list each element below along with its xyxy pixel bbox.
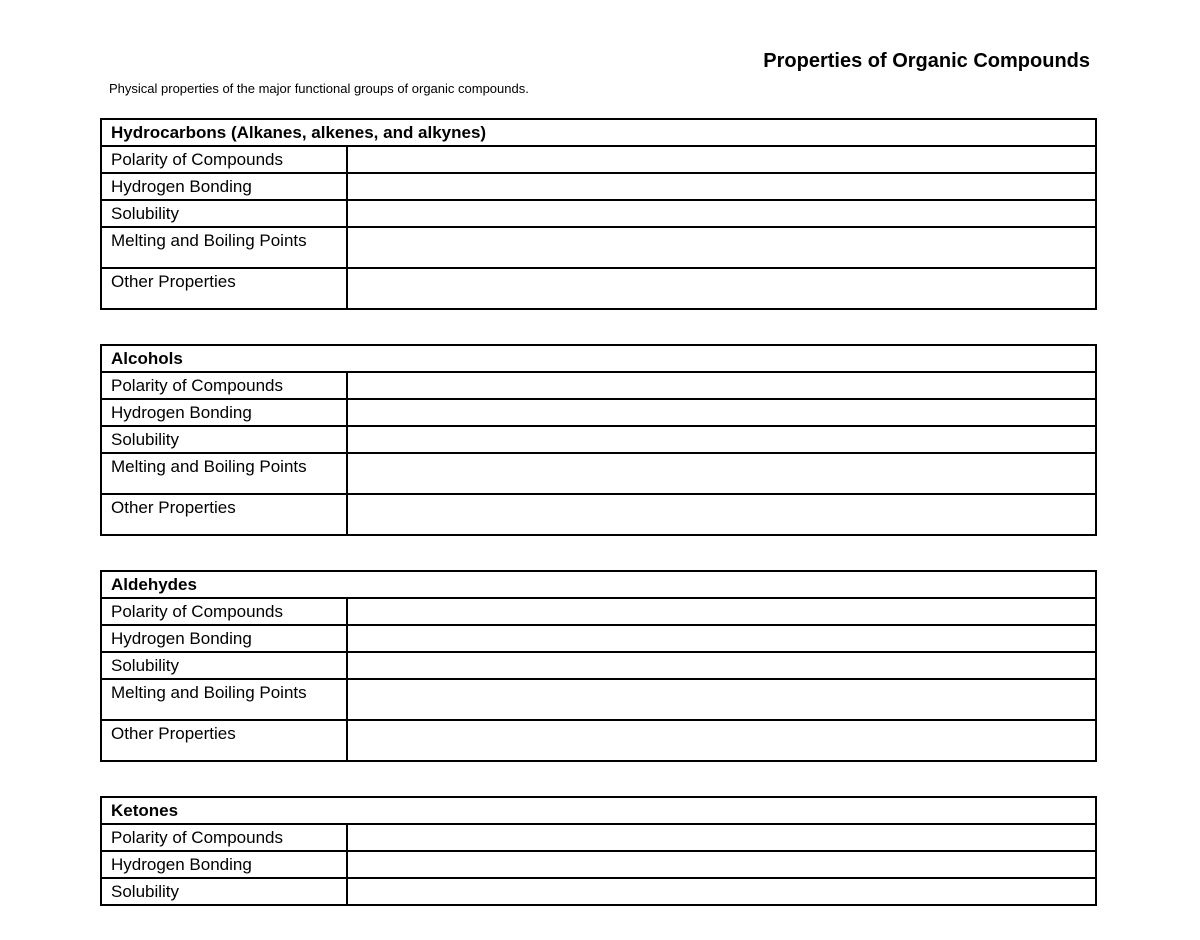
page-title: Properties of Organic Compounds xyxy=(763,50,1090,72)
answer-cell[interactable] xyxy=(347,878,1096,905)
table-hydrocarbons xyxy=(100,118,1097,310)
answer-cell[interactable] xyxy=(347,173,1096,200)
answer-cell[interactable] xyxy=(347,372,1096,399)
row-label: Hydrogen Bonding xyxy=(101,851,347,878)
answer-cell[interactable] xyxy=(347,652,1096,679)
row-label: Polarity of Compounds xyxy=(101,372,347,399)
row-label: Solubility xyxy=(101,878,347,905)
row-label: Other Properties xyxy=(101,494,347,535)
answer-cell[interactable] xyxy=(347,851,1096,878)
answer-cell[interactable] xyxy=(347,268,1096,309)
row-label: Solubility xyxy=(101,200,347,227)
answer-cell[interactable] xyxy=(347,146,1096,173)
answer-cell[interactable] xyxy=(347,426,1096,453)
row-label: Melting and Boiling Points xyxy=(101,227,347,268)
row-label: Solubility xyxy=(101,426,347,453)
answer-cell[interactable] xyxy=(347,227,1096,268)
answer-cell[interactable] xyxy=(347,453,1096,494)
answer-cell[interactable] xyxy=(347,720,1096,761)
answer-cell[interactable] xyxy=(347,625,1096,652)
row-label: Other Properties xyxy=(101,720,347,761)
row-label: Melting and Boiling Points xyxy=(101,453,347,494)
answer-cell[interactable] xyxy=(347,824,1096,851)
table-aldehydes xyxy=(100,570,1097,762)
row-label: Polarity of Compounds xyxy=(101,598,347,625)
row-label: Polarity of Compounds xyxy=(101,146,347,173)
page-subtitle: Physical properties of the major functional groups of organic compounds. xyxy=(109,81,529,96)
table-heading: Aldehydes xyxy=(101,571,1096,598)
table-alcohols xyxy=(100,344,1097,536)
answer-cell[interactable] xyxy=(347,399,1096,426)
table-ketones xyxy=(100,796,1097,906)
table-heading: Hydrocarbons (Alkanes, alkenes, and alkynes) xyxy=(101,119,1096,146)
row-label: Melting and Boiling Points xyxy=(101,679,347,720)
answer-cell[interactable] xyxy=(347,679,1096,720)
answer-cell[interactable] xyxy=(347,200,1096,227)
row-label: Hydrogen Bonding xyxy=(101,625,347,652)
answer-cell[interactable] xyxy=(347,494,1096,535)
answer-cell[interactable] xyxy=(347,598,1096,625)
row-label: Other Properties xyxy=(101,268,347,309)
row-label: Solubility xyxy=(101,652,347,679)
tables-container xyxy=(100,118,1097,940)
row-label: Hydrogen Bonding xyxy=(101,399,347,426)
row-label: Hydrogen Bonding xyxy=(101,173,347,200)
table-heading: Ketones xyxy=(101,797,1096,824)
table-heading: Alcohols xyxy=(101,345,1096,372)
row-label: Polarity of Compounds xyxy=(101,824,347,851)
